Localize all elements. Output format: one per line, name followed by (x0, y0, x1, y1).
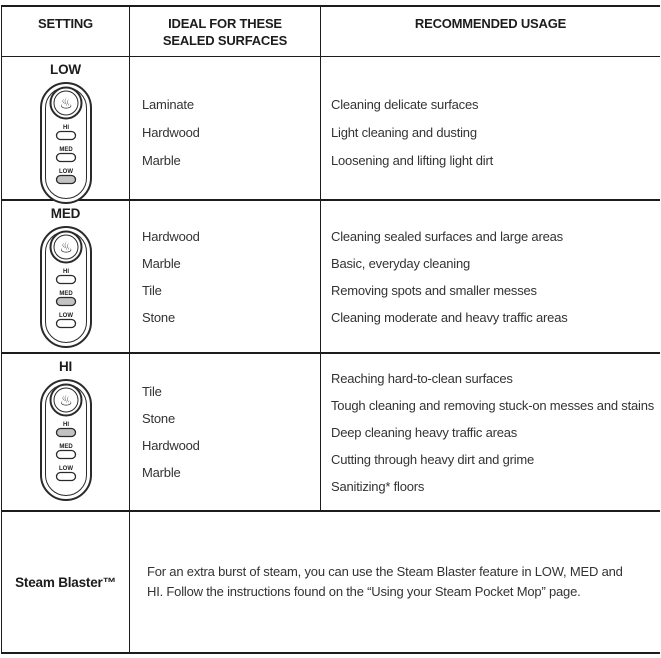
steam-blaster-label-cell (2, 512, 130, 652)
settings-table (1, 5, 660, 654)
steam-blaster-text-cell (130, 512, 660, 652)
table-row-low (2, 57, 660, 201)
setting-cell-low (2, 57, 130, 207)
surface-item: Marble (142, 152, 181, 168)
table-row-hi (2, 354, 660, 512)
usage-item: Cutting through heavy dirt and grime (331, 451, 535, 467)
dial-label-hi: HI (62, 422, 69, 428)
steam-dial-illustration-low (38, 81, 94, 207)
usage-item: Loosening and lifting light dirt (331, 152, 493, 168)
dial-label-med: MED (58, 147, 73, 153)
surface-item: Hardwood (142, 228, 200, 244)
usage-item: Basic, everyday cleaning (331, 255, 470, 271)
usage-cell-med (321, 201, 660, 352)
dial-label-low: LOW (58, 169, 73, 175)
usage-item: Deep cleaning heavy traffic areas (331, 424, 518, 440)
table-header-row (2, 7, 660, 57)
surface-item: Laminate (142, 96, 194, 112)
header-setting: SETTING (2, 7, 130, 56)
dial-pill-low (56, 473, 75, 481)
setting-label-hi: HI (58, 359, 73, 374)
setting-cell-med (2, 201, 130, 352)
dial-pill-hi (56, 132, 75, 140)
usage-item: Reaching hard-to-clean surfaces (331, 370, 513, 386)
usage-cell-low (321, 57, 660, 207)
usage-item: Cleaning moderate and heavy traffic areas (331, 309, 568, 325)
surface-item: Tile (142, 282, 162, 298)
dial-label-hi: HI (62, 125, 69, 131)
dial-label-med: MED (58, 444, 73, 450)
usage-item: Removing spots and smaller messes (331, 282, 537, 298)
steam-dial-illustration-med (38, 225, 94, 351)
surface-item: Stone (142, 309, 175, 325)
dial-label-med: MED (58, 291, 73, 297)
usage-item: Cleaning delicate surfaces (331, 96, 479, 112)
dial-label-hi: HI (62, 269, 69, 275)
surfaces-cell-low (130, 57, 321, 207)
usage-cell-hi (321, 354, 660, 510)
dial-pill-low-active (56, 176, 75, 184)
surface-item: Hardwood (142, 124, 200, 140)
dial-pill-low (56, 320, 75, 328)
surface-item: Tile (142, 384, 162, 399)
usage-item: Light cleaning and dusting (331, 124, 477, 140)
usage-item: Tough cleaning and removing stuck-on messes and stains (331, 397, 655, 413)
setting-cell-hi (2, 354, 130, 510)
steam-dial-illustration-hi (38, 378, 94, 504)
setting-label-med: MED (50, 206, 81, 221)
surface-item: Marble (142, 465, 181, 480)
dial-label-low: LOW (58, 466, 73, 472)
usage-item: Cleaning sealed surfaces and large areas (331, 228, 563, 244)
header-usage: RECOMMENDED USAGE (414, 16, 567, 31)
dial-pill-med (56, 154, 75, 162)
setting-label-low: LOW (50, 62, 81, 77)
dial-pill-med-active (56, 298, 75, 306)
steam-icon: ♨ (58, 94, 73, 113)
dial-pill-hi-active (56, 429, 75, 437)
surface-item: Hardwood (142, 438, 200, 453)
steam-icon: ♨ (58, 238, 73, 257)
table-row-steam-blaster (2, 512, 660, 652)
steam-blaster-label: Steam Blaster™ (15, 574, 116, 590)
dial-pill-hi (56, 276, 75, 284)
surface-item: Stone (142, 411, 175, 426)
dial-pill-med (56, 451, 75, 459)
surfaces-cell-hi (130, 354, 321, 510)
steam-blaster-description: For an extra burst of steam, you can use the Steam Blaster feature in LOW, MED and HI. Follow the instructions found on the “Using your Steam Pocket Mop” page. (147, 563, 623, 599)
surface-item: Marble (142, 255, 181, 271)
usage-item: Sanitizing* floors (331, 478, 425, 494)
header-surfaces: IDEAL FOR THESE SEALED SURFACES (130, 7, 321, 56)
table-row-med (2, 201, 660, 354)
surfaces-cell-med (130, 201, 321, 352)
dial-label-low: LOW (58, 313, 73, 319)
steam-icon: ♨ (58, 391, 73, 410)
